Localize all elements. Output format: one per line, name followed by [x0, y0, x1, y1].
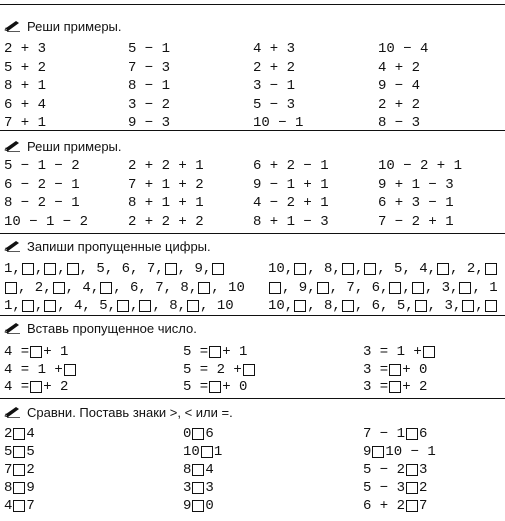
text-fragment: 2 + 2	[253, 59, 296, 76]
exercise-line	[253, 77, 295, 95]
text-fragment: + 0	[402, 361, 428, 378]
text-fragment: 9	[26, 480, 35, 496]
text-fragment: 9	[363, 444, 372, 460]
pencil-icon	[4, 239, 21, 251]
section-divider	[0, 233, 505, 234]
answer-box[interactable]	[243, 364, 255, 376]
answer-box[interactable]	[187, 300, 199, 312]
text-fragment: 9 − 1 + 1	[253, 176, 329, 193]
answer-box[interactable]	[192, 464, 204, 476]
pencil-icon	[4, 321, 21, 333]
text-fragment: 8 − 3	[378, 115, 421, 131]
exercise-line	[378, 114, 420, 132]
answer-box[interactable]	[30, 381, 42, 393]
answer-box[interactable]	[406, 464, 418, 476]
text-fragment: , 4,	[65, 279, 100, 296]
answer-box[interactable]	[415, 300, 427, 312]
answer-box[interactable]	[212, 263, 224, 275]
text-fragment: 4 + 2	[378, 59, 421, 76]
answer-box[interactable]	[462, 300, 474, 312]
exercise-line	[183, 425, 214, 443]
exercise-line	[4, 443, 35, 461]
exercise-line	[378, 40, 428, 58]
answer-box[interactable]	[192, 482, 204, 494]
exercise-line	[253, 176, 329, 194]
section-4-title: Вставь пропущенное число.	[27, 321, 197, 336]
exercise-line	[4, 343, 68, 361]
text-fragment: 10	[183, 444, 200, 460]
exercise-line	[253, 114, 303, 132]
section-5-title: Сравни. Поставь знаки >, < или =.	[27, 405, 233, 420]
exercise-line	[128, 114, 170, 132]
answer-box[interactable]	[30, 346, 42, 358]
section-1-header	[4, 18, 122, 36]
section-divider	[0, 398, 505, 399]
text-fragment: 0	[205, 498, 214, 514]
answer-box[interactable]	[342, 300, 354, 312]
exercise-line	[4, 378, 68, 396]
text-fragment: 5 =	[183, 344, 209, 360]
exercise-line	[363, 461, 427, 479]
text-fragment: 7	[26, 498, 35, 514]
pencil-icon	[4, 19, 21, 31]
text-fragment: ,	[57, 261, 66, 277]
text-fragment: 8 − 1	[128, 78, 171, 94]
exercise-line	[363, 343, 436, 361]
text-fragment: ,	[475, 298, 484, 314]
exercise-line	[183, 361, 256, 379]
text-fragment: , 9,	[282, 279, 316, 296]
answer-box[interactable]	[22, 300, 34, 312]
text-fragment: , 3,	[424, 279, 459, 296]
text-fragment: 6 + 4	[4, 96, 47, 113]
text-fragment: 6 − 2 − 1	[4, 176, 80, 193]
text-fragment: + 2	[43, 379, 69, 395]
text-fragment: 2 + 2 + 1	[128, 158, 204, 174]
exercise-line	[253, 194, 329, 212]
text-fragment: , 4, 5,	[57, 298, 117, 314]
exercise-line	[128, 77, 170, 95]
answer-box[interactable]	[117, 300, 129, 312]
exercise-line	[183, 479, 214, 497]
exercise-line	[128, 59, 170, 77]
answer-box[interactable]	[64, 364, 76, 376]
text-fragment: 8 − 2 − 1	[4, 195, 80, 211]
text-fragment: 9	[183, 498, 192, 514]
answer-box[interactable]	[209, 346, 221, 358]
text-fragment: 9 + 1 − 3	[378, 176, 454, 193]
text-fragment: , 5, 6, 7,	[79, 261, 164, 277]
exercise-line	[128, 194, 204, 212]
text-fragment: 7 + 1	[4, 115, 47, 131]
exercise-line	[253, 157, 329, 175]
text-fragment: 7 − 1	[363, 426, 406, 442]
exercise-line	[4, 297, 234, 315]
text-fragment: 3	[183, 480, 192, 496]
section-4-header	[4, 320, 197, 338]
answer-box[interactable]	[100, 282, 112, 294]
text-fragment: 4 =	[4, 344, 30, 360]
text-fragment: 5 − 3	[363, 480, 406, 496]
text-fragment: + 1	[43, 344, 69, 360]
text-fragment: 2 + 2	[378, 96, 421, 113]
answer-box[interactable]	[269, 282, 281, 294]
exercise-line	[128, 96, 170, 114]
text-fragment: 7	[419, 498, 428, 514]
text-fragment: 5	[4, 444, 13, 460]
text-fragment: 7 − 2 + 1	[378, 213, 454, 230]
text-fragment: , 8,	[307, 298, 341, 314]
exercise-line	[183, 461, 214, 479]
answer-box[interactable]	[192, 500, 204, 512]
answer-box[interactable]	[389, 364, 401, 376]
text-fragment: + 1	[222, 344, 248, 360]
text-fragment: 8	[183, 462, 192, 478]
answer-box[interactable]	[13, 464, 25, 476]
text-fragment: 5 − 3	[253, 96, 296, 113]
text-fragment: 3	[419, 462, 428, 478]
text-fragment: 5 + 2	[4, 59, 47, 76]
text-fragment: 4 = 1 +	[4, 361, 63, 378]
text-fragment: 5	[26, 444, 35, 460]
section-divider	[0, 315, 505, 316]
text-fragment: 4	[26, 426, 35, 442]
text-fragment: 4	[4, 498, 13, 514]
exercise-line	[4, 479, 35, 497]
text-fragment: , 8,	[307, 261, 341, 277]
answer-box[interactable]	[406, 428, 418, 440]
exercise-line	[4, 157, 80, 175]
text-fragment: , 6, 5,	[354, 298, 414, 314]
text-fragment: 8	[4, 480, 13, 496]
exercise-line	[4, 461, 35, 479]
section-2-header	[4, 138, 122, 156]
answer-box[interactable]	[165, 263, 177, 275]
exercise-line	[378, 77, 420, 95]
answer-box[interactable]	[294, 300, 306, 312]
text-fragment: , 1	[472, 279, 498, 296]
text-fragment: 2 + 3	[4, 41, 47, 57]
answer-box[interactable]	[437, 263, 449, 275]
text-fragment: 10 − 1	[253, 115, 304, 131]
pencil-icon	[4, 139, 21, 151]
exercise-line	[4, 96, 46, 114]
text-fragment: , 5, 4,	[377, 261, 437, 277]
exercise-line	[378, 96, 420, 114]
text-fragment: 2	[26, 462, 35, 478]
answer-box[interactable]	[13, 500, 25, 512]
pencil-icon	[4, 405, 21, 417]
exercise-line	[4, 40, 46, 58]
text-fragment: 6 + 3 − 1	[378, 195, 454, 211]
text-fragment: ,	[402, 279, 411, 296]
answer-box[interactable]	[389, 282, 401, 294]
exercise-line	[4, 361, 77, 379]
exercise-line	[378, 157, 462, 175]
exercise-line	[4, 114, 46, 132]
text-fragment: 10,	[268, 261, 294, 277]
text-fragment: , 10	[211, 279, 245, 296]
exercise-line	[363, 378, 427, 396]
exercise-line	[183, 443, 222, 461]
answer-box[interactable]	[485, 300, 497, 312]
text-fragment: ,	[34, 298, 44, 314]
exercise-line	[253, 40, 295, 58]
exercise-line	[378, 194, 454, 212]
text-fragment: , 6, 7, 8,	[113, 279, 198, 296]
answer-box[interactable]	[389, 381, 401, 393]
exercise-line	[183, 343, 247, 361]
answer-box[interactable]	[317, 282, 329, 294]
section-1-title: Реши примеры.	[27, 19, 122, 34]
answer-box[interactable]	[342, 263, 354, 275]
text-fragment: 7 − 3	[128, 59, 171, 76]
text-fragment: 5 = 2 +	[183, 361, 242, 378]
text-fragment: 2	[419, 480, 428, 496]
answer-box[interactable]	[294, 263, 306, 275]
text-fragment: 6	[419, 426, 428, 442]
text-fragment: 5 − 2	[363, 462, 406, 478]
exercise-line	[4, 194, 80, 212]
text-fragment: + 2	[402, 379, 428, 395]
answer-box[interactable]	[53, 282, 65, 294]
text-fragment: 5 − 1 − 2	[4, 158, 80, 174]
answer-box[interactable]	[209, 381, 221, 393]
answer-box[interactable]	[406, 482, 418, 494]
answer-box[interactable]	[485, 263, 497, 275]
text-fragment: 6 + 2	[363, 498, 406, 514]
text-fragment: 2 + 2 + 2	[128, 213, 204, 230]
exercise-line	[268, 297, 498, 315]
text-fragment: , 2,	[18, 279, 52, 296]
exercise-line	[268, 279, 498, 297]
answer-box[interactable]	[192, 428, 204, 440]
answer-box[interactable]	[22, 263, 34, 275]
exercise-line	[183, 378, 247, 396]
answer-box[interactable]	[139, 300, 151, 312]
answer-box[interactable]	[412, 282, 424, 294]
text-fragment: 6 + 2 − 1	[253, 158, 329, 174]
text-fragment: 5 =	[183, 379, 209, 395]
exercise-line	[378, 213, 454, 231]
exercise-line	[363, 497, 427, 515]
answer-box[interactable]	[459, 282, 471, 294]
text-fragment: 3 =	[363, 379, 389, 395]
exercise-line	[378, 176, 454, 194]
text-fragment: 8 + 1 − 3	[253, 213, 329, 230]
exercise-line	[253, 59, 295, 77]
exercise-line	[268, 260, 498, 278]
text-fragment: 10 − 2 + 1	[378, 158, 463, 174]
answer-box[interactable]	[423, 346, 435, 358]
section-2-title: Реши примеры.	[27, 139, 122, 154]
exercise-line	[4, 213, 88, 231]
text-fragment: ,	[130, 298, 139, 314]
exercise-line	[363, 443, 436, 461]
text-fragment: 3 = 1 +	[363, 344, 422, 360]
text-fragment: 3 − 1	[253, 78, 296, 94]
answer-box[interactable]	[198, 282, 210, 294]
exercise-line	[253, 96, 295, 114]
text-fragment: 9 − 3	[128, 115, 171, 131]
text-fragment: 3 − 2	[128, 96, 171, 113]
text-fragment: 4 + 3	[253, 41, 296, 57]
answer-box[interactable]	[364, 263, 376, 275]
section-divider	[0, 4, 505, 5]
text-fragment: 10,	[268, 298, 294, 314]
exercise-line	[363, 425, 427, 443]
answer-box[interactable]	[13, 446, 25, 458]
text-fragment: 7 + 1 + 2	[128, 176, 204, 193]
answer-box[interactable]	[44, 300, 56, 312]
exercise-line	[378, 59, 420, 77]
section-3-header	[4, 238, 211, 256]
text-fragment: 8 + 1 + 1	[128, 195, 204, 211]
answer-box[interactable]	[13, 428, 25, 440]
answer-box[interactable]	[406, 500, 418, 512]
exercise-line	[363, 479, 427, 497]
text-fragment: + 0	[222, 379, 248, 395]
section-3-title: Запиши пропущенные цифры.	[27, 239, 211, 254]
text-fragment: 4	[205, 462, 214, 478]
text-fragment: 10 − 1 − 2	[4, 213, 89, 230]
exercise-line	[4, 497, 35, 515]
text-fragment: 8 + 1	[4, 78, 47, 94]
text-fragment: 4 =	[4, 379, 30, 395]
exercise-line	[4, 59, 46, 77]
text-fragment: , 9,	[177, 261, 212, 277]
answer-box[interactable]	[5, 282, 17, 294]
exercise-line	[128, 213, 204, 231]
answer-box[interactable]	[201, 446, 213, 458]
text-fragment: 7	[4, 462, 13, 478]
exercise-line	[4, 176, 80, 194]
exercise-line	[128, 176, 204, 194]
text-fragment: 9 − 4	[378, 78, 421, 94]
text-fragment: 5 − 1	[128, 41, 171, 57]
exercise-line	[363, 361, 427, 379]
section-5-header	[4, 404, 233, 422]
text-fragment: , 2,	[450, 261, 484, 277]
answer-box[interactable]	[372, 446, 384, 458]
exercise-line	[4, 425, 35, 443]
text-fragment: 2	[4, 426, 13, 442]
exercise-line	[128, 40, 170, 58]
text-fragment: 6	[205, 426, 214, 442]
text-fragment: 1,	[4, 261, 21, 277]
text-fragment: 10 − 1	[385, 444, 436, 460]
text-fragment: , 8,	[152, 298, 187, 314]
exercise-line	[4, 279, 245, 297]
exercise-line	[4, 77, 46, 95]
text-fragment: , 7, 6,	[329, 279, 389, 296]
text-fragment: 3 =	[363, 361, 389, 378]
exercise-line	[128, 157, 204, 175]
text-fragment: 0	[183, 426, 192, 442]
answer-box[interactable]	[13, 482, 25, 494]
text-fragment: 4 − 2 + 1	[253, 195, 329, 211]
text-fragment: ,	[354, 261, 364, 277]
exercise-line	[4, 260, 225, 278]
text-fragment: 10 − 4	[378, 41, 429, 57]
text-fragment: , 3,	[427, 298, 462, 314]
text-fragment: 3	[205, 480, 214, 496]
answer-box[interactable]	[44, 263, 56, 275]
text-fragment: 1,	[4, 298, 21, 314]
text-fragment: ,	[34, 261, 44, 277]
answer-box[interactable]	[67, 263, 79, 275]
text-fragment: , 10	[200, 298, 234, 314]
exercise-line	[183, 497, 214, 515]
text-fragment: 1	[213, 444, 223, 460]
exercise-line	[253, 213, 329, 231]
